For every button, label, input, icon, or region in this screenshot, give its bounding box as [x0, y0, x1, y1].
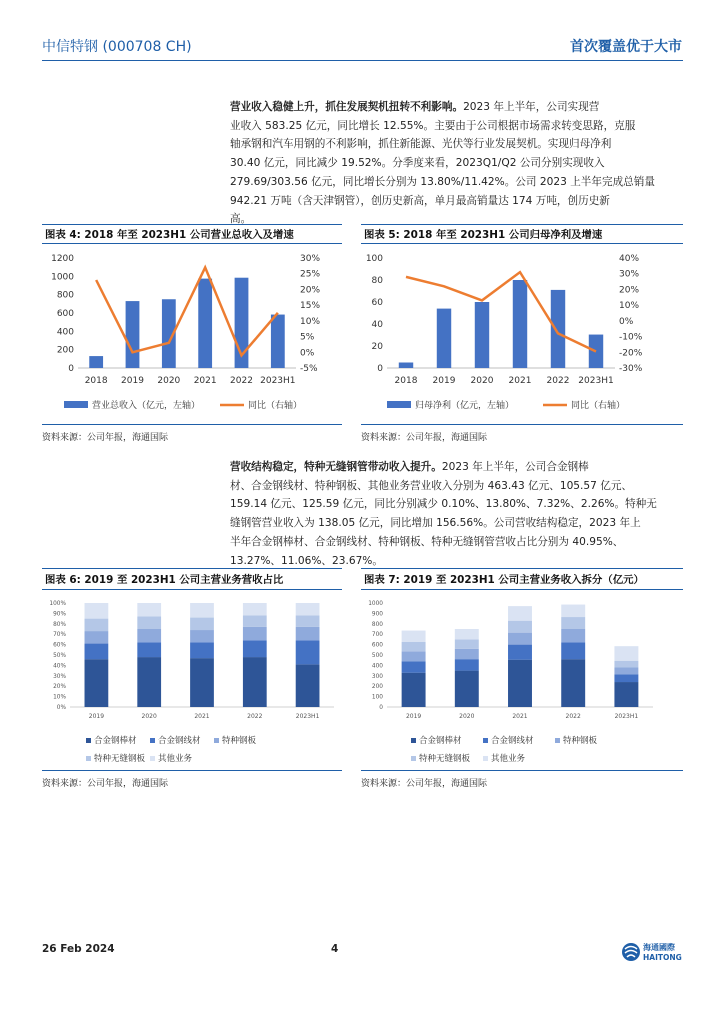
fig7-bar-segment	[614, 674, 638, 682]
fig6-bar-segment	[137, 643, 161, 658]
fig6-bar-segment	[243, 603, 267, 615]
fig6-bar-segment	[296, 603, 320, 615]
fig7-bar-segment	[402, 661, 426, 672]
fig6-legend-label: 其他业务	[158, 754, 193, 764]
para2-line-0: 营收结构稳定，特种无缝钢管带动收入提升。2023 年上半年，公司合金钢棒	[230, 461, 589, 473]
fig5-right-tick: -20%	[619, 348, 643, 359]
fig5-x-tick: 2020	[470, 376, 494, 386]
fig5-source: 资料来源：公司年报，海通国际	[361, 433, 488, 443]
fig5-right-tick: 10%	[619, 301, 640, 312]
fig6-bar-segment	[137, 603, 161, 617]
fig7-y-tick: 900	[371, 611, 383, 618]
paragraph-revenue	[230, 98, 675, 229]
fig6-bar-segment	[85, 619, 109, 631]
fig6-bar-segment	[296, 615, 320, 626]
fig4-left-tick: 1200	[51, 254, 74, 264]
fig7-bar-segment	[561, 659, 585, 707]
fig7-legend-label: 合金钢线材	[491, 736, 534, 746]
fig6-bar-segment	[85, 659, 109, 707]
fig7-source: 资料来源：公司年报，海通国际	[361, 779, 488, 789]
fig4-right-tick: 5%	[300, 332, 315, 343]
fig7-bar-segment	[455, 671, 479, 707]
fig6-source: 资料来源：公司年报，海通国际	[42, 779, 169, 789]
fig6-bar-segment	[296, 664, 320, 707]
fig6-bar-segment	[190, 643, 214, 659]
fig4-legend-line: 同比（右轴）	[248, 401, 303, 411]
logo-en: HAITONG	[643, 953, 682, 962]
para2-line-2: 159.14 亿元、125.59 亿元，同比分别减少 0.10%、13.80%、7.32%、2.26%。特种无	[230, 498, 657, 511]
fig7-bar-segment	[508, 633, 532, 645]
fig5-right-tick: -30%	[619, 364, 643, 374]
fig7-legend-swatch	[411, 756, 416, 761]
fig4-line-series	[96, 267, 278, 355]
fig6-bar-segment	[190, 658, 214, 707]
fig6-chart	[42, 592, 342, 768]
page-number: 4	[331, 943, 339, 955]
fig5-right-tick: 20%	[619, 285, 640, 296]
fig7-legend-swatch	[555, 738, 560, 743]
fig7-bar-segment	[455, 639, 479, 648]
fig6-bar-segment	[137, 629, 161, 643]
fig7-x-tick: 2020	[459, 713, 475, 720]
fig4-left-tick: 400	[56, 327, 74, 338]
fig6-bar-segment	[190, 603, 214, 618]
fig7-bar-segment	[508, 621, 532, 633]
fig7-y-tick: 100	[371, 694, 383, 701]
fig7-y-tick: 300	[371, 673, 383, 680]
fig4-chart	[42, 244, 342, 420]
fig6-bar-segment	[243, 640, 267, 657]
fig6-bar-segment	[190, 630, 214, 642]
fig6-legend-swatch	[150, 756, 155, 761]
fig5-bar	[513, 280, 527, 368]
footer-date: 26 Feb 2024	[42, 943, 115, 955]
para2-lead: 营收结构稳定，特种无缝钢管带动收入提升。	[230, 461, 442, 473]
fig7-legend-label: 特种钢板	[563, 736, 598, 746]
fig4-right-tick: -5%	[300, 364, 318, 374]
fig6-bar-segment	[243, 615, 267, 626]
fig7-legend-label: 其他业务	[491, 754, 526, 764]
fig7-y-tick: 400	[371, 663, 383, 670]
fig4-x-tick: 2021	[193, 376, 217, 386]
fig6-y-tick: 30%	[53, 673, 66, 680]
fig7-bar-segment	[614, 646, 638, 661]
fig5-left-tick: 40	[371, 320, 383, 330]
para1-line-1: 业收入 583.25 亿元，同比增长 12.55%。主要由于公司根据市场需求转变思路，克服	[230, 119, 636, 132]
fig5-legend-swatch-bar	[387, 401, 411, 408]
fig7-x-tick: 2021	[512, 713, 528, 720]
para2-line-3: 缝钢管营业收入为 138.05 亿元，同比增加 156.56%。公司营收结构稳定，2023 年上	[230, 517, 641, 530]
fig5-right-tick: -10%	[619, 332, 643, 343]
fig6-y-tick: 0%	[56, 705, 66, 711]
fig4-left-tick: 200	[56, 345, 74, 356]
fig7-bar-segment	[402, 673, 426, 707]
fig6-bar-segment	[296, 640, 320, 664]
fig4-right-tick: 25%	[300, 269, 321, 280]
fig4-x-tick: 2023H1	[260, 376, 296, 386]
fig5-bar	[399, 363, 413, 369]
fig4-x-tick: 2019	[121, 376, 144, 386]
report-rating: 首次覆盖优于大市	[570, 39, 682, 55]
para1-line-0: 营业收入稳健上升，抓住发展契机扭转不利影响。2023 年上半年，公司实现营	[230, 101, 600, 113]
fig6-bar-segment	[296, 627, 320, 641]
para1-line-4: 279.69/303.56 亿元，同比增长分别为 13.80%/11.42%。公司 2023 上半年完成总销量	[230, 175, 655, 188]
fig7-y-tick: 800	[371, 621, 383, 628]
fig6-bar-segment	[137, 617, 161, 629]
fig7-y-tick: 0	[379, 705, 383, 711]
fig5-right-tick: 30%	[619, 269, 640, 280]
fig7-bar-segment	[455, 629, 479, 639]
fig6-bar-segment	[243, 627, 267, 641]
para1-lead: 营业收入稳健上升，抓住发展契机扭转不利影响。	[230, 101, 464, 113]
fig6-y-tick: 80%	[53, 621, 66, 628]
fig7-y-tick: 500	[371, 653, 383, 659]
fig6-legend-label: 合金钢线材	[158, 736, 201, 746]
fig6-y-tick: 20%	[53, 684, 66, 691]
fig6-legend-label: 特种无缝钢板	[94, 754, 146, 764]
fig7-bar-segment	[614, 661, 638, 668]
fig5-chart	[361, 244, 683, 420]
para1-line-5: 942.21 万吨（含天津钢管），创历史新高，单月最高销量达 174 万吨，创历史新	[230, 194, 610, 207]
fig5-bar	[475, 302, 489, 368]
fig5-line-series	[406, 272, 596, 351]
fig5-x-tick: 2023H1	[578, 376, 614, 386]
header-rule	[42, 60, 683, 61]
para1-line-6: 高。	[230, 213, 252, 226]
para2-line-5: 13.27%、11.06%、23.67%。	[230, 554, 383, 567]
fig4-title: 图表 4: 2018 年至 2023H1 公司营业总收入及增速	[42, 224, 342, 244]
fig7-bar-segment	[508, 660, 532, 707]
fig4-left-tick: 1000	[51, 272, 74, 283]
fig6-x-tick: 2019	[88, 713, 105, 720]
fig7-legend-swatch	[483, 738, 488, 743]
para2-line-1: 材、合金钢线材、特种钢板、其他业务营业收入分别为 463.43 亿元、105.57 亿元、	[230, 479, 633, 492]
report-ticker: 中信特钢 (000708 CH)	[42, 39, 192, 55]
fig5-left-tick: 0	[377, 364, 383, 374]
fig5-left-tick: 100	[365, 254, 383, 264]
fig4-left-tick: 0	[68, 364, 74, 374]
fig4-left-tick: 600	[56, 309, 74, 319]
fig7-x-tick: 2022	[565, 713, 581, 720]
fig7-bar-segment	[561, 629, 585, 643]
fig6-bar-segment	[137, 657, 161, 707]
fig7-title: 图表 7: 2019 至 2023H1 公司主营业务收入拆分（亿元）	[361, 568, 683, 590]
fig5-title: 图表 5: 2018 年至 2023H1 公司归母净利及增速	[361, 224, 683, 244]
fig7-bar-segment	[402, 631, 426, 642]
fig7-x-tick: 2023H1	[614, 713, 639, 720]
fig5-left-tick: 60	[371, 298, 383, 308]
fig4-right-tick: 15%	[300, 301, 321, 312]
fig6-legend-swatch	[86, 738, 91, 743]
fig4-right-tick: 10%	[300, 316, 321, 327]
fig4-right-tick: 30%	[300, 254, 321, 264]
fig7-legend-label: 合金钢棒材	[419, 736, 462, 746]
fig5-x-tick: 2022	[546, 376, 570, 386]
fig7-bar-segment	[561, 643, 585, 660]
fig4-x-tick: 2020	[157, 376, 181, 386]
fig4-bottom-rule	[42, 424, 342, 425]
fig7-bar-segment	[508, 606, 532, 621]
fig4-legend-swatch-bar	[64, 401, 88, 408]
fig6-y-tick: 10%	[53, 694, 66, 701]
fig5-legend-line: 同比（右轴）	[571, 401, 626, 411]
fig7-legend-swatch	[483, 756, 488, 761]
fig7-y-tick: 200	[371, 684, 383, 691]
fig5-x-tick: 2019	[432, 376, 456, 386]
fig6-bar-segment	[190, 618, 214, 630]
fig7-bar-segment	[508, 645, 532, 660]
fig6-x-tick: 2023H1	[295, 713, 320, 720]
fig7-bar-segment	[455, 649, 479, 659]
fig4-legend-bar: 营业总收入（亿元，左轴）	[92, 401, 201, 411]
fig6-bar-segment	[85, 603, 109, 619]
fig6-bar-segment	[243, 657, 267, 707]
fig6-x-tick: 2021	[194, 713, 210, 720]
fig5-bottom-rule	[361, 424, 683, 425]
fig5-right-tick: 0%	[619, 316, 634, 327]
fig5-bar	[437, 309, 451, 368]
fig4-bar	[126, 301, 140, 368]
fig4-x-tick: 2022	[230, 376, 253, 386]
fig5-left-tick: 20	[371, 342, 383, 352]
fig6-legend-label: 合金钢棒材	[94, 736, 137, 746]
fig7-bar-segment	[402, 651, 426, 661]
fig7-bar-segment	[614, 682, 638, 707]
fig4-left-tick: 800	[56, 290, 74, 301]
fig6-bar-segment	[85, 644, 109, 660]
fig7-chart	[361, 592, 683, 768]
fig4-right-tick: 20%	[300, 285, 321, 296]
fig6-bar-segment	[85, 631, 109, 643]
fig7-bar-segment	[455, 659, 479, 670]
fig6-legend-swatch	[150, 738, 155, 743]
haitong-logo-icon	[621, 940, 683, 964]
fig6-y-tick: 70%	[53, 632, 66, 639]
para1-line-2: 轴承钢和汽车用钢的不利影响，抓住新能源、光伏等行业发展契机。实现归母净利	[230, 138, 612, 151]
fig7-y-tick: 700	[371, 632, 383, 639]
fig6-legend-swatch	[86, 756, 91, 761]
fig6-legend-label: 特种钢板	[222, 736, 257, 746]
fig5-left-tick: 80	[371, 276, 383, 286]
fig7-legend-label: 特种无缝钢板	[419, 754, 471, 764]
fig6-y-tick: 40%	[53, 663, 66, 670]
fig4-bar	[271, 315, 285, 368]
logo-cn: 海通國際	[643, 943, 675, 952]
fig4-source: 资料来源：公司年报，海通国际	[42, 433, 169, 443]
fig6-x-tick: 2020	[141, 713, 157, 720]
fig7-x-tick: 2019	[405, 713, 422, 720]
fig6-y-tick: 60%	[53, 642, 66, 649]
fig4-bar	[198, 279, 212, 368]
para1-line-3: 30.40 亿元，同比减少 19.52%。分季度来看，2023Q1/Q2 公司分别实现收入	[230, 157, 605, 170]
fig6-y-tick: 50%	[53, 653, 66, 659]
fig7-bar-segment	[561, 617, 585, 629]
fig7-bar-segment	[402, 642, 426, 651]
fig6-bottom-rule	[42, 770, 342, 771]
fig5-right-tick: 40%	[619, 254, 640, 264]
fig5-x-tick: 2018	[394, 376, 418, 386]
fig5-bar	[551, 290, 565, 368]
fig7-bottom-rule	[361, 770, 683, 771]
fig6-title: 图表 6: 2019 至 2023H1 公司主营业务营收占比	[42, 568, 342, 590]
fig6-legend-swatch	[214, 738, 219, 743]
fig7-y-tick: 600	[371, 642, 383, 649]
fig6-y-tick: 100%	[49, 601, 66, 607]
fig7-bar-segment	[561, 605, 585, 617]
fig7-bar-segment	[614, 667, 638, 674]
fig7-legend-swatch	[411, 738, 416, 743]
haitong-logo	[621, 940, 683, 964]
fig5-x-tick: 2021	[508, 376, 532, 386]
fig4-bar	[89, 356, 103, 368]
fig4-right-tick: 0%	[300, 348, 315, 359]
fig5-legend-bar: 归母净利（亿元，左轴）	[415, 401, 515, 411]
paragraph-structure	[230, 458, 675, 570]
fig4-x-tick: 2018	[84, 376, 108, 386]
fig7-y-tick: 1000	[368, 601, 383, 607]
fig6-x-tick: 2022	[247, 713, 263, 720]
para2-line-4: 半年合金钢棒材、合金钢线材、特种钢板、特种无缝钢管营收占比分别为 40.95%、	[230, 535, 624, 548]
fig6-y-tick: 90%	[53, 611, 66, 618]
